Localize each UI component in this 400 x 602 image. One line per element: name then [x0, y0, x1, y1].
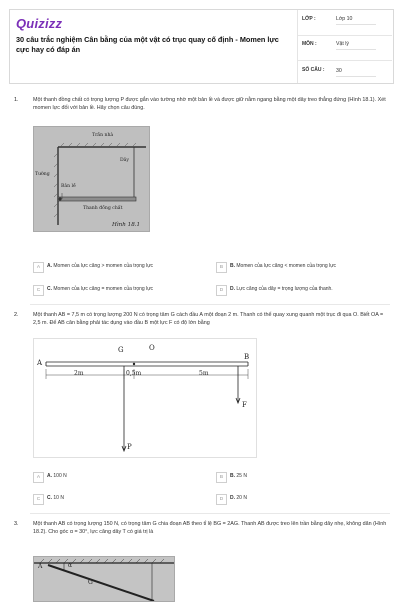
option-label: 25 N [236, 473, 247, 479]
class-value: Lớp 10 [336, 15, 376, 25]
worksheet-header [9, 9, 394, 84]
label-alpha: α [68, 562, 73, 569]
label-p: P [127, 443, 132, 451]
option-key: A [33, 472, 44, 483]
option-b[interactable] [216, 261, 386, 273]
option-d[interactable] [216, 284, 386, 296]
option-letter: B. [230, 473, 235, 479]
label-ceiling: Trần nhà [92, 133, 114, 138]
option-letter: A. [47, 263, 52, 269]
option-label: Lực căng của dây = trọng lượng của thanh. [236, 286, 333, 292]
option-c[interactable] [33, 493, 203, 505]
option-letter: D. [230, 495, 235, 501]
question-text: Một thanh AB = 7,5 m có trọng lượng 200 N có trọng tâm G cách đầu A một đoạn 2 m. Thanh có thể quay xung quanh một trục đi qua O. Biết OA = 2,5 m. Để AB cân bằng phải tác dụng vào đầu B một lực F có độ lớn bằng [33, 312, 384, 326]
option-label: Momen của lực căng > momen của trọng lực [53, 263, 154, 269]
meta-separator [298, 35, 392, 36]
option-label: Momen của lực căng = momen của trọng lực [53, 286, 154, 292]
label-a: A [37, 359, 43, 367]
option-key: C [33, 494, 44, 505]
option-key: B [216, 472, 227, 483]
question-divider [30, 513, 390, 514]
label-segment-2: 0,5m [126, 370, 142, 377]
option-letter: B. [230, 263, 235, 269]
option-key: B [216, 262, 227, 273]
option-key: D [216, 494, 227, 505]
label-b: B [244, 353, 250, 361]
option-a[interactable] [33, 261, 203, 273]
option-letter: C. [47, 495, 52, 501]
option-letter: D. [230, 286, 235, 292]
label-hinge: Bản lề [61, 184, 76, 189]
figure-hinged-bar-drawing [34, 127, 149, 231]
figure-lever-bar-drawing [34, 339, 256, 457]
figure-caption: Hình 18.1 [112, 222, 141, 228]
class-label: LỚP : [302, 16, 316, 22]
question-text: Một thanh đồng chất có trọng lượng P được gắn vào tường nhờ một bản lề và được giữ nằm ngang bằng một dây treo thẳng đứng (Hình 18.1). Xét momen lực đối với bản lề. Hãy chọn câu đúng. [33, 97, 386, 111]
question-number: 3. [14, 521, 19, 527]
question-number: 1. [14, 97, 19, 103]
option-key: D [216, 285, 227, 296]
option-c[interactable] [33, 284, 203, 296]
figure-suspended-bar [33, 556, 175, 602]
option-label: 20 N [236, 495, 247, 501]
figure-lever-bar [33, 338, 257, 458]
count-value: 30 [336, 67, 376, 77]
option-key: C [33, 285, 44, 296]
label-f: F [242, 401, 247, 409]
brand-logo: Quizizz [16, 16, 63, 31]
label-segment-1: 2m [74, 370, 84, 377]
option-b[interactable] [216, 471, 386, 483]
question-number: 2. [14, 312, 19, 318]
option-label: 100 N [53, 473, 67, 479]
label-g: G [118, 346, 124, 354]
option-a[interactable] [33, 471, 203, 483]
subject-value: Vật lý [336, 40, 376, 50]
label-wall: Tường [35, 172, 50, 177]
option-letter: A. [47, 473, 52, 479]
label-bar: Thanh đồng chất [83, 206, 123, 211]
question-divider [30, 304, 390, 305]
label-a: A [38, 563, 43, 570]
worksheet-title: 30 câu trắc nghiệm Cân bằng của một vật có trục quay cố định - Momen lực cực hay có đáp án [16, 35, 279, 54]
option-key: A [33, 262, 44, 273]
option-label: Momen của lực căng < momen của trọng lực [236, 263, 337, 269]
label-rope: Dây [120, 158, 130, 163]
figure-hinged-bar [33, 126, 150, 232]
meta-separator [298, 60, 392, 61]
subject-label: MÔN : [302, 41, 317, 47]
label-g: G [88, 579, 93, 586]
option-d[interactable] [216, 493, 386, 505]
figure-suspended-bar-drawing [34, 557, 174, 601]
count-label: SỐ CÂU : [302, 67, 325, 73]
question-text: Một thanh AB có trọng lượng 150 N, có trọng tâm G chia đoạn AB theo tỉ lệ BG = 2AG. Thanh AB được treo lên trần bằng dây nhẹ, không dãn (Hình 18.2). Cho góc α = 30°, lực căng dây T có giá trị là [33, 521, 387, 535]
option-letter: C. [47, 286, 52, 292]
label-o: O [149, 344, 155, 352]
label-segment-3: 5m [199, 370, 209, 377]
header-divider [297, 10, 298, 83]
option-label: 10 N [53, 495, 64, 501]
